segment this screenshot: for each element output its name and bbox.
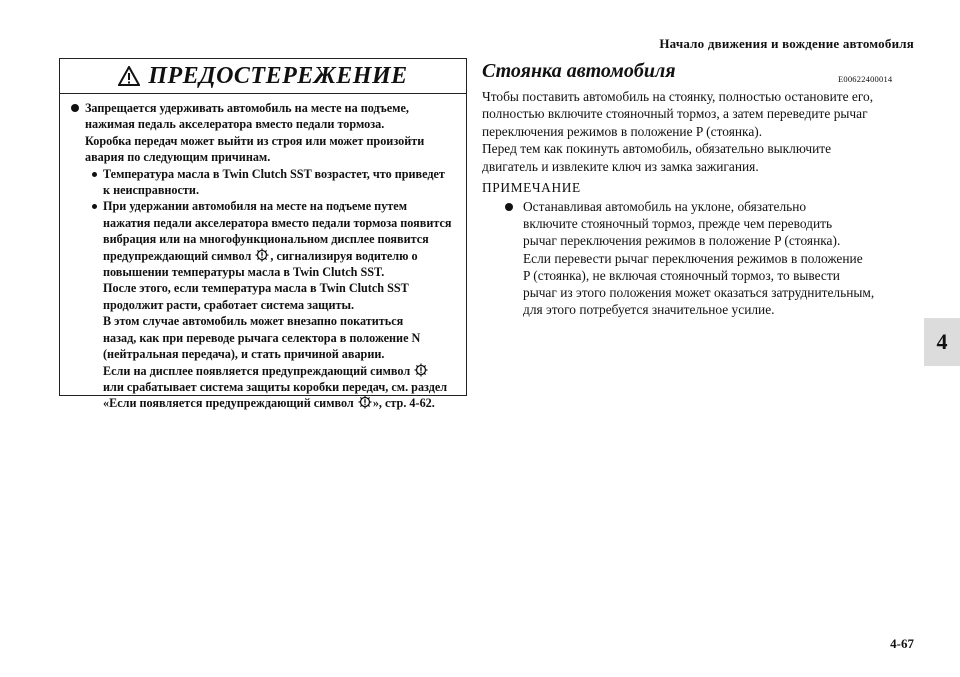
paragraph-line: полностью включите стояночный тормоз, а затем переведите рычаг [482, 106, 868, 122]
note-line: Если перевести рычаг переключения режимов в положение [523, 250, 863, 266]
warning-line: Коробка передач может выйти из строя или может произойти [85, 133, 425, 148]
section-title: Стоянка автомобиля [482, 60, 676, 82]
page-number: 4-67 [890, 636, 914, 651]
paragraph-line: Чтобы поставить автомобиль на стоянку, полностью остановите его, [482, 89, 874, 104]
warning-text: «Если появляется предупреждающий символ [103, 396, 354, 411]
paragraph-line: Перед тем как покинуть автомобиль, обязательно выключите [482, 141, 832, 157]
note-item [505, 198, 943, 318]
bullet-icon [505, 203, 513, 211]
note-line: для этого потребуется значительное усилие. [523, 302, 775, 318]
bullet-icon [71, 104, 79, 112]
warning-body [60, 94, 466, 412]
warning-subitem [85, 198, 456, 411]
note-line: включите стояночный тормоз, прежде чем переводить [523, 216, 833, 232]
transmission-temperature-warning-icon [255, 248, 269, 262]
warning-title: ПРЕДОСТЕРЕЖЕНИЕ [148, 62, 408, 89]
warning-header [60, 59, 466, 94]
warning-box [59, 58, 467, 411]
warning-line: При удержании автомобиля на месте на подъеме путем [103, 199, 407, 214]
warning-line [103, 248, 456, 264]
warning-line: назад, как при переводе рычага селектора в положение N [103, 330, 421, 345]
warning-line: нажатия педали акселератора вместо педали тормоза появится [103, 215, 452, 230]
warning-line: вибрация или на многофункциональном дисплее появится [103, 232, 429, 247]
section-paragraph [482, 88, 922, 175]
warning-text: , сигнализируя водителю о [270, 248, 418, 263]
warning-line: нажимая педаль акселератора вместо педали тормоза. [85, 117, 385, 132]
sub-bullet-icon [92, 172, 97, 177]
note-line: P (стоянка), не включая стояночный тормоз, то вывести [523, 267, 840, 283]
running-header: Начало движения и вождение автомобиля [659, 36, 914, 51]
page-reference-link[interactable]: », стр. 4-62. [372, 396, 435, 411]
warning-item [70, 100, 456, 412]
warning-text: Если на дисплее появляется предупреждающий символ [103, 363, 411, 378]
note-line: Останавливая автомобиль на уклоне, обязательно [523, 199, 807, 214]
warning-subitem [85, 166, 456, 199]
warning-line: к неисправности. [103, 183, 199, 198]
warning-line: или срабатывает система защиты коробки передач, см. раздел [103, 379, 448, 394]
transmission-temperature-warning-icon [414, 363, 428, 377]
warning-triangle-icon [118, 66, 140, 86]
section-code: E00622400014 [838, 74, 893, 84]
warning-line: Температура масла в Twin Clutch SST возрастет, что приведет [103, 166, 445, 181]
transmission-temperature-warning-icon [358, 395, 372, 409]
warning-line [103, 395, 456, 411]
warning-text: предупреждающий символ [103, 248, 252, 263]
paragraph-line: двигатель и извлеките ключ из замка зажигания. [482, 158, 759, 174]
warning-line: повышении температуры масла в Twin Clutch SST. [103, 265, 385, 280]
warning-line [103, 363, 456, 379]
warning-line: (нейтральная передача), и стать причиной аварии. [103, 347, 385, 362]
note-line: рычаг переключения режимов в положение P (стоянка). [523, 233, 841, 249]
warning-line: Запрещается удерживать автомобиль на месте на подъеме, [85, 101, 409, 115]
note-title: ПРИМЕЧАНИЕ [482, 180, 581, 195]
warning-line: авария по следующим причинам. [85, 150, 271, 165]
chapter-tab[interactable]: 4 [924, 318, 960, 366]
note-line: рычаг из этого положения может оказаться затруднительным, [523, 285, 875, 301]
warning-line: продолжит расти, сработает система защиты. [103, 297, 355, 312]
warning-line: После этого, если температура масла в Twin Clutch SST [103, 281, 409, 296]
warning-line: В этом случае автомобиль может внезапно покатиться [103, 314, 404, 329]
paragraph-line: переключения режимов в положение P (стоянка). [482, 123, 763, 139]
sub-bullet-icon [92, 204, 97, 209]
